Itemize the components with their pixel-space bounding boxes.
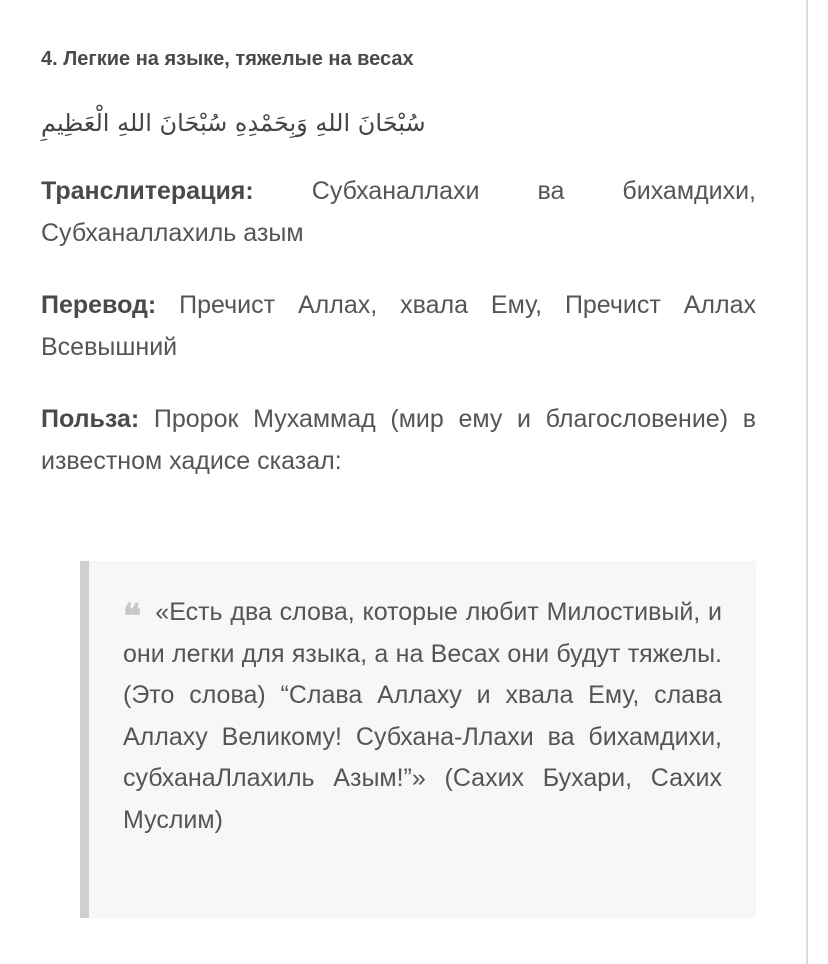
- page-right-border: [806, 0, 808, 964]
- benefit-text: Пророк Мухаммад (мир ему и благословение) в известном хадисе сказал:: [41, 405, 756, 475]
- transliteration-text: Субханаллахи ва бихамдихи, Субханаллахиль азым: [41, 177, 756, 247]
- article-content: [41, 44, 756, 482]
- transliteration-paragraph: [41, 170, 756, 254]
- translation-label: Перевод:: [41, 291, 157, 319]
- quote-mark-icon: ❝: [123, 597, 142, 637]
- benefit-label: Польза:: [41, 405, 140, 433]
- hadith-quote-text: «Есть два слова, которые любит Милостивый, и они легки для языка, а на Весах они будут тяжелы. (Это слова) “Слава Аллаху и хвала Ему, слава Аллаху Великому! Субхана-Ллахи ва бихамдихи, субханаЛлахиль Азым!”» (Сахих Бухари, Сахих Муслим): [123, 598, 722, 834]
- hadith-blockquote: [80, 561, 756, 918]
- transliteration-label: Транслитерация:: [41, 177, 254, 205]
- translation-text: Пречист Аллах, хвала Ему, Пречист Аллах Всевышний: [41, 291, 757, 361]
- section-heading: 4. Легкие на языке, тяжелые на весах: [41, 48, 414, 70]
- translation-paragraph: [41, 284, 756, 368]
- arabic-dhikr-text: سُبْحَانَ اللهِ وَبِحَمْدِهِ سُبْحَانَ اللهِ الْعَظِيمِ: [41, 109, 426, 137]
- benefit-paragraph: [41, 398, 756, 482]
- hadith-quote-paragraph: [123, 592, 722, 841]
